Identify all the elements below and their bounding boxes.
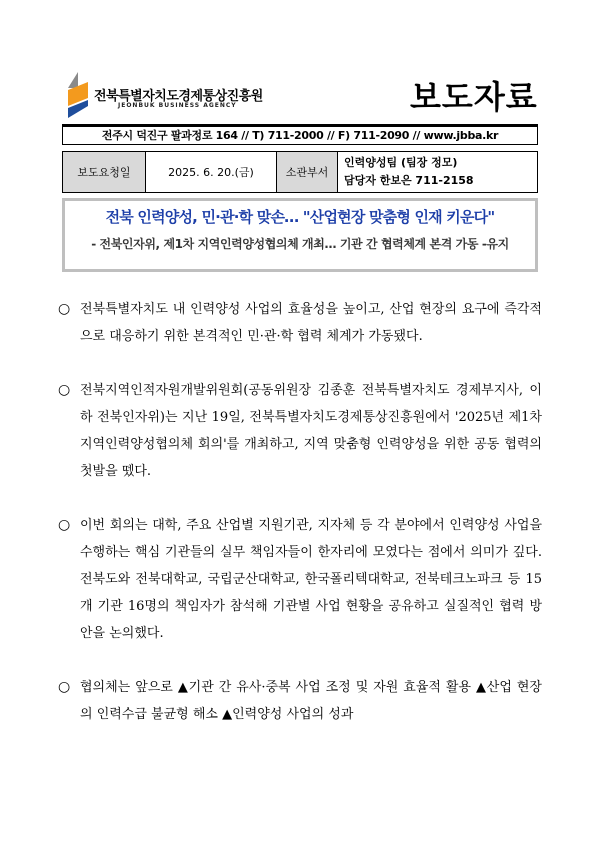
request-date-value: 2025. 6. 20.(금) bbox=[146, 152, 277, 193]
headline-title: 전북 인력양성, 민·관·학 맞손… "산업현장 맞춤형 인재 키운다" bbox=[105, 208, 495, 226]
org-name: 전북특별자치도경제통상진흥원 bbox=[94, 89, 263, 104]
paragraph bbox=[58, 674, 542, 728]
contact-info-bar: 전주시 덕진구 팔과정로 164 // T) 711-2000 // F) 711-2090 // www.jbba.kr bbox=[62, 124, 538, 145]
headline-subtitle: - 전북인자위, 제1차 지역인력양성협의체 개최… 기관 간 협력체계 본격 가동 -유지 bbox=[91, 237, 509, 251]
document-type-title: 보도자료 bbox=[410, 78, 538, 116]
paragraph bbox=[58, 377, 542, 485]
department-contact: 담당자 한보은 711-2158 bbox=[344, 174, 474, 187]
request-date-label: 보도요청일 bbox=[63, 152, 146, 193]
paragraph-text: 협의체는 앞으로 ▲기관 간 유사·중복 사업 조정 및 자원 효율적 활용 ▲산업 현장의 인력수급 불균형 해소 ▲인력양성 사업의 성과 bbox=[80, 680, 542, 722]
circle-bullet-icon: ○ bbox=[58, 382, 71, 398]
headline-box bbox=[62, 198, 538, 272]
agency-logo-icon bbox=[66, 72, 88, 118]
circle-bullet-icon: ○ bbox=[58, 679, 71, 695]
circle-bullet-icon: ○ bbox=[58, 517, 71, 533]
paragraph-text: 전북지역인적자원개발위원회(공동위원장 김종훈 전북특별자치도 경제부지사, 이하 전북인자위)는 지난 19일, 전북특별자치도경제통상진흥원에서 '2025년 제1차 지역인력양성협의체 회의'를 개최하고, 지역 맞춤형 인력양성을 위한 공동 협력의 첫발을 뗐다. bbox=[80, 383, 542, 479]
article-body bbox=[58, 296, 542, 755]
paragraph-text: 이번 회의는 대학, 주요 산업별 지원기관, 지자체 등 각 분야에서 인력양성 사업을 수행하는 핵심 기관들의 실무 책임자들이 한자리에 모였다는 점에서 의미가 깊다. 전북도와 전북대학교, 국립군산대학교, 한국폴리텍대학교, 전북테크노파크 등 15개 기관 16명의 책임자가 참석해 기관별 사업 현황을 공유하고 실질적인 협력 방안을 논의했다. bbox=[80, 518, 542, 641]
department-info bbox=[338, 152, 538, 193]
paragraph-text: 전북특별자치도 내 인력양성 사업의 효율성을 높이고, 산업 현장의 요구에 즉각적으로 대응하기 위한 본격적인 민·관·학 협력 체계가 가동됐다. bbox=[80, 302, 542, 344]
paragraph bbox=[58, 296, 542, 350]
paragraph bbox=[58, 512, 542, 647]
department-label: 소관부서 bbox=[277, 152, 338, 193]
release-meta-table bbox=[62, 151, 538, 193]
org-name-english: JEONBUK BUSINESS AGENCY bbox=[118, 102, 237, 109]
department-team: 인력양성팀 (팀장 정모) bbox=[344, 156, 458, 169]
circle-bullet-icon: ○ bbox=[58, 301, 71, 317]
